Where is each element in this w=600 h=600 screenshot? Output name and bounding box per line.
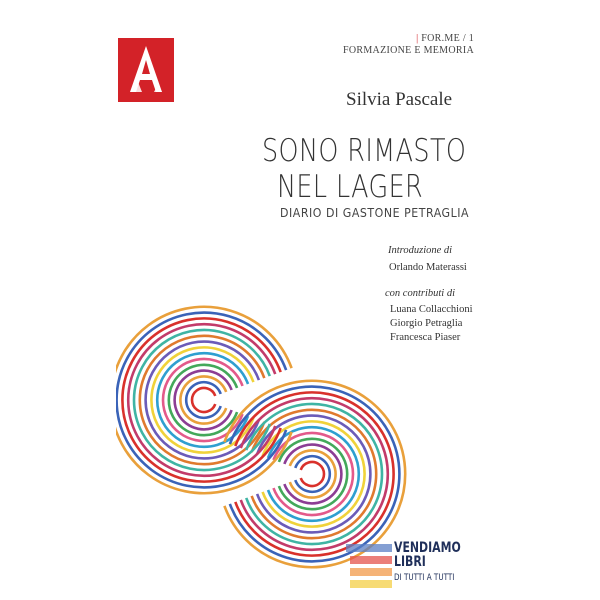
contributor-name: Francesca Piaser — [390, 332, 461, 343]
watermark-line-2: LIBRI — [394, 554, 426, 570]
series-name: FORMAZIONE E MEMORIA — [343, 45, 474, 56]
publisher-logo-icon — [118, 38, 174, 102]
series-number: FOR.ME / 1 — [421, 33, 474, 44]
title-line-2: NEL LAGER — [277, 169, 424, 205]
spiral-stripe — [175, 371, 232, 430]
contributor-name: Giorgio Petraglia — [390, 318, 463, 329]
spiral-stripe — [284, 445, 341, 504]
subtitle: DIARIO DI GASTONE PETRAGLIA — [280, 205, 470, 220]
contributor-name: Luana Collacchioni — [390, 304, 473, 315]
series-label — [416, 33, 474, 44]
spiral-stripe — [301, 462, 324, 486]
intro-label: Introduzione di — [388, 245, 453, 256]
spiral-stripe — [192, 388, 215, 412]
series-accent-bar: | — [416, 33, 419, 44]
spiral-stripe — [134, 330, 270, 470]
publisher-logo — [118, 38, 174, 102]
author-name: Silvia Pascale — [346, 89, 453, 110]
spiral-stripe — [117, 313, 287, 488]
vendiamo-libri-watermark — [346, 540, 476, 592]
intro-name: Orlando Materassi — [389, 262, 467, 273]
watermark-bar — [350, 568, 392, 576]
contrib-label: con contributi di — [385, 288, 455, 299]
watermark-bar — [350, 556, 392, 564]
watermark-bar — [346, 544, 392, 552]
rainbow-infinity-spiral — [116, 278, 486, 578]
spiral-stripe — [230, 387, 400, 562]
watermark-line-3: DI TUTTI A TUTTI — [394, 573, 455, 583]
watermark-bar — [350, 580, 392, 588]
watermark-line-1: VENDIAMO — [394, 540, 461, 556]
title-line-1: SONO RIMASTO — [262, 133, 467, 169]
spiral-stripe — [246, 404, 382, 544]
